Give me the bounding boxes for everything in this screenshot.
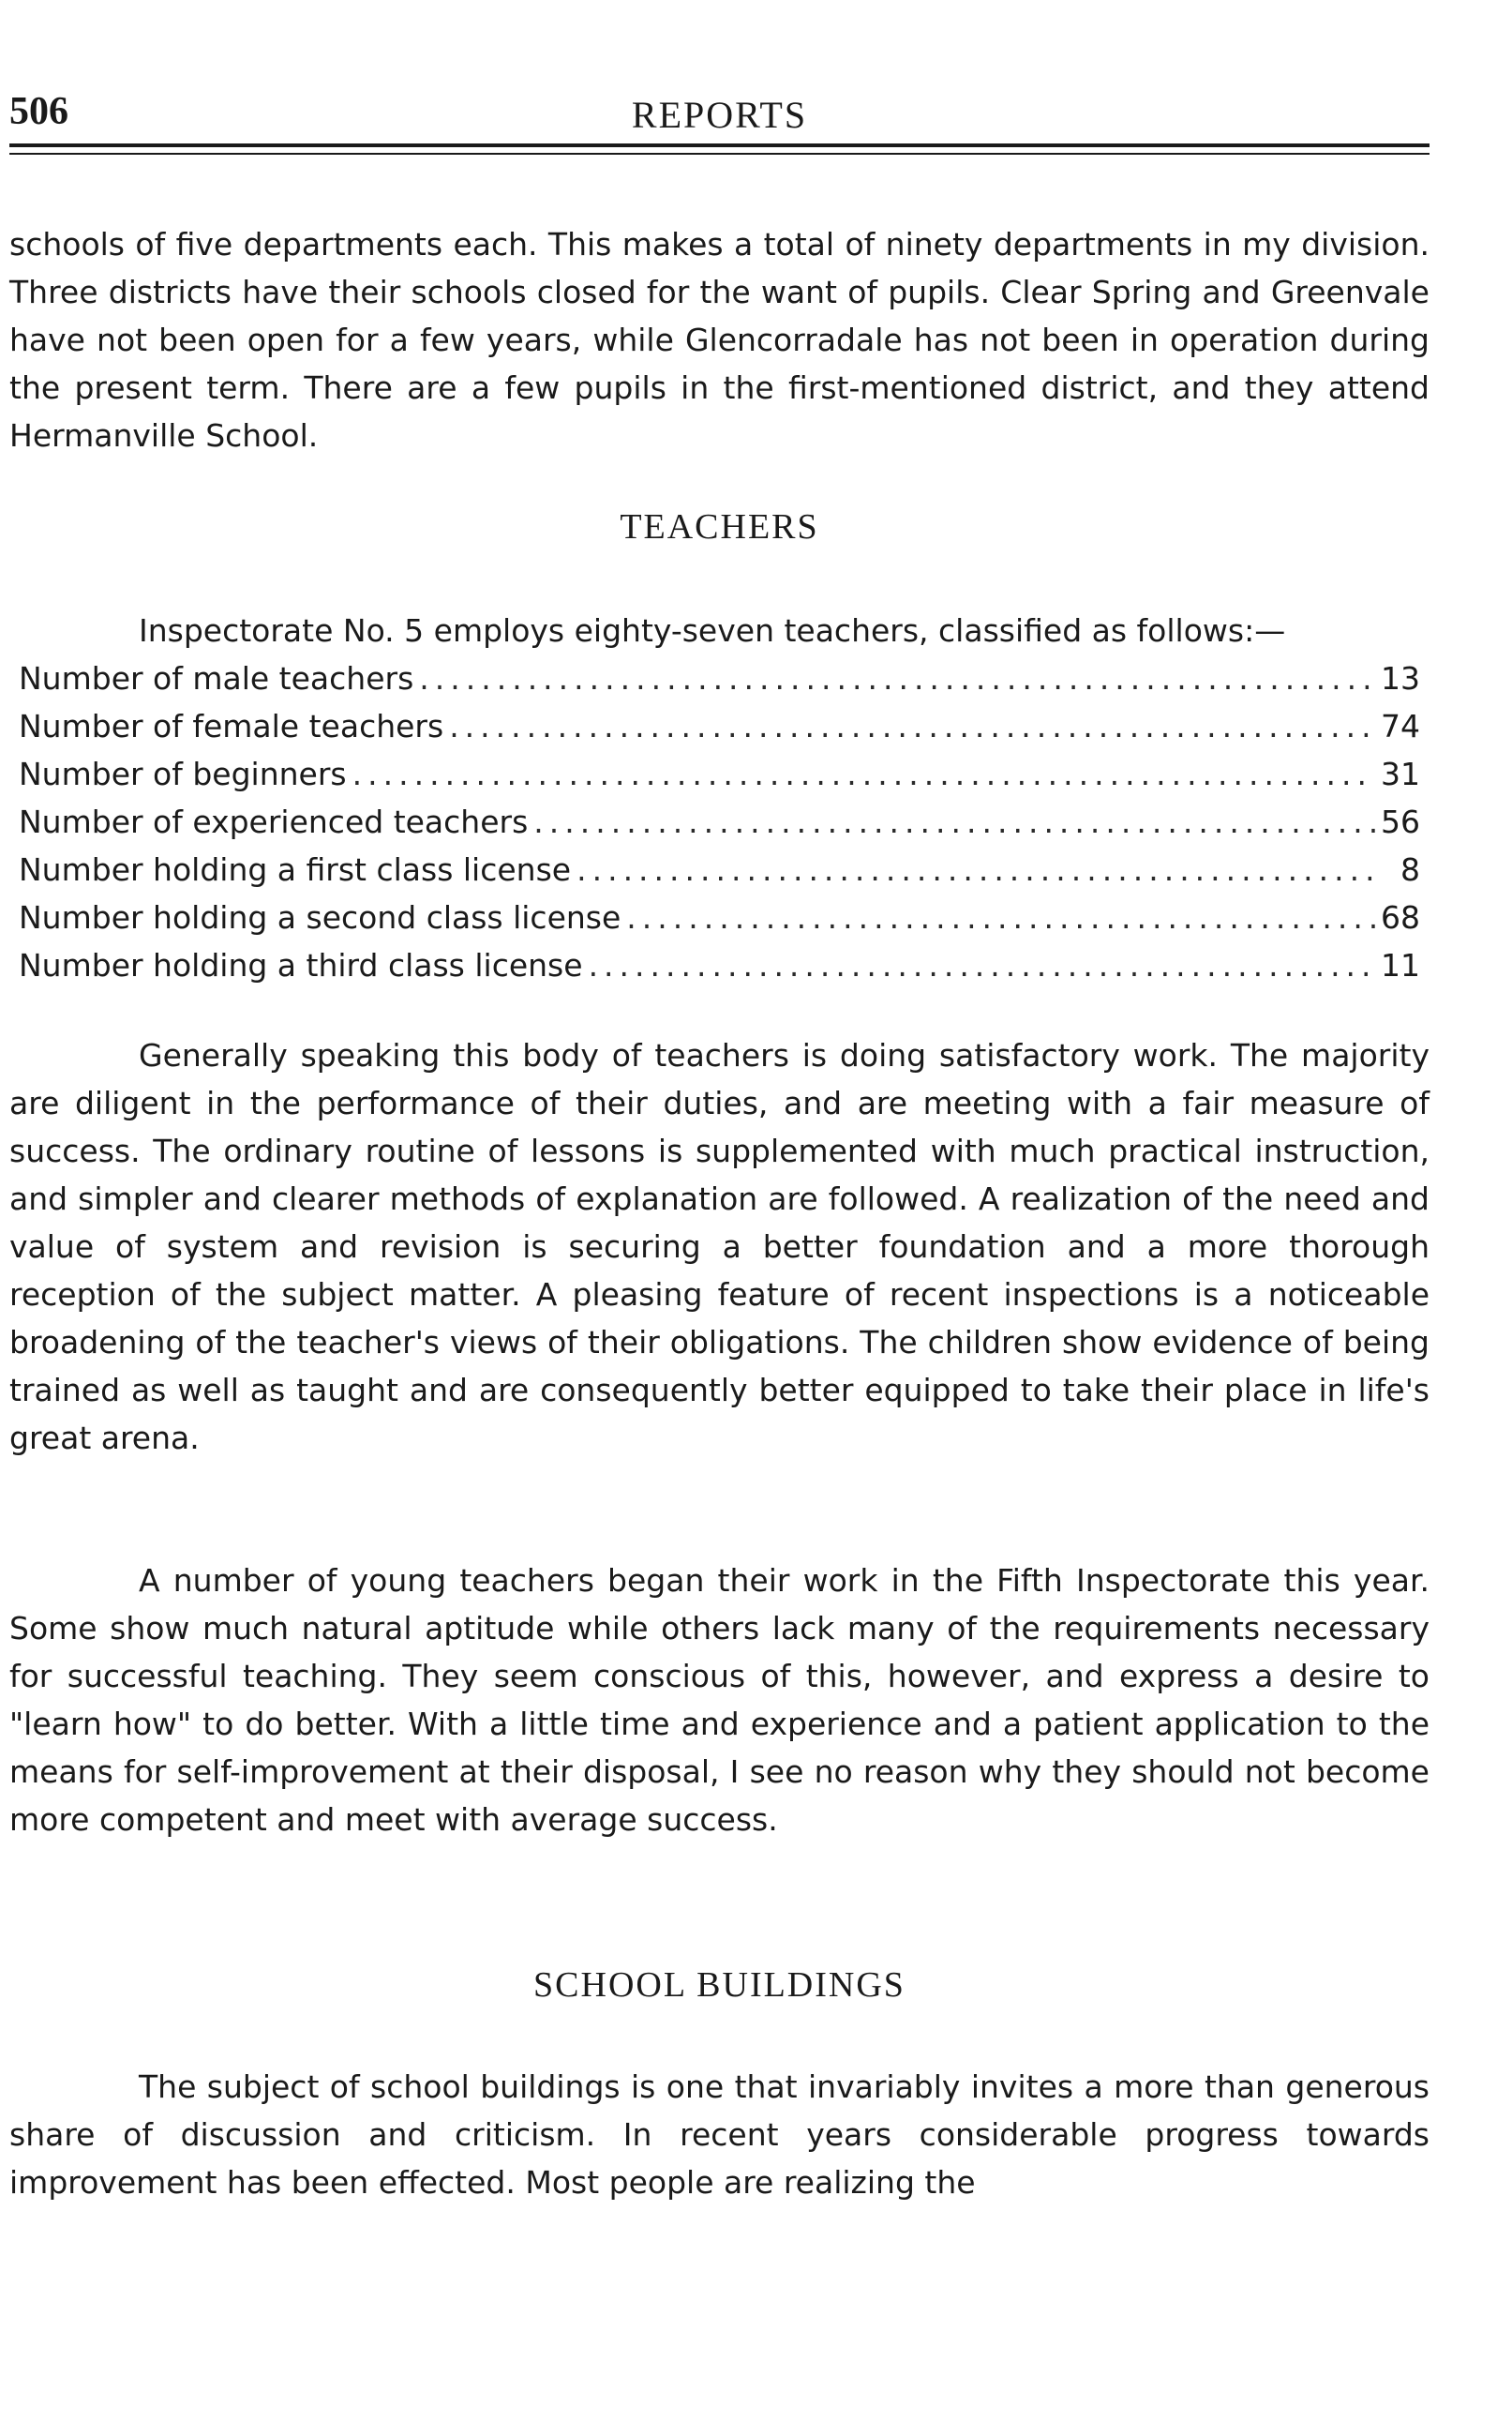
stat-value: 11 bbox=[1381, 947, 1420, 984]
paragraph-young-teachers: A number of young teachers began their work in the Fifth Inspectorate this year. Some show much natural aptitude while others lack many of the requirements necessary for successful teaching. They seem conscious of this, however, and express a desire to "learn how" to do better. With a little time and experience and a patient application to the means for self-improvement at their disposal, I see no reason why they should not become more competent and meet with average success. bbox=[9, 1562, 1430, 1838]
stat-label: Number holding a first class license bbox=[19, 851, 572, 888]
paragraph-departments: schools of five departments each. This makes a total of ninety departments in my division. Three districts have their schools closed for the want of pupils. Clear Spring and Greenvale have not been open for a few years, while Glencorradale has not been in operation during the present term. There are a few pupils in the first-mentioned district, and they attend Hermanville School. bbox=[9, 226, 1430, 454]
stat-row-beginners bbox=[19, 750, 1420, 798]
running-head: REPORTS bbox=[631, 94, 808, 136]
stat-row-female-teachers bbox=[19, 702, 1420, 750]
stat-row-first-class-license bbox=[19, 846, 1420, 894]
stat-label: Number holding a second class license bbox=[19, 899, 621, 936]
leader-dots bbox=[533, 798, 1375, 846]
stat-value: 8 bbox=[1400, 851, 1420, 888]
leader-dots bbox=[626, 894, 1375, 941]
teachers-intro: Inspectorate No. 5 employs eighty-seven teachers, classified as follows:— bbox=[139, 612, 1286, 649]
stat-row-experienced-teachers bbox=[19, 798, 1420, 846]
stat-value: 31 bbox=[1381, 756, 1420, 792]
stat-label: Number of male teachers bbox=[19, 660, 414, 697]
stat-label: Number holding a third class license bbox=[19, 947, 583, 984]
leader-dots bbox=[352, 750, 1375, 798]
paragraph-school-buildings: The subject of school buildings is one that invariably invites a more than generous share of discussion and criticism. In recent years considerable progress towards improvement has been effected. Most people are realizing the bbox=[9, 2068, 1430, 2201]
stat-value: 13 bbox=[1381, 660, 1420, 697]
stat-label: Number of female teachers bbox=[19, 708, 444, 744]
paragraph-teacher-quality: Generally speaking this body of teachers is doing satisfactory work. The majority are diligent in the performance of their duties, and are meeting with a fair measure of success. The ordinary routine of lessons is supplemented with much practical instruction, and simpler and clearer methods of explanation are followed. A realization of the need and value of system and revision is securing a better foundation and a more thorough reception of the subject matter. A pleasing feature of recent inspections is a noticeable broadening of the teacher's views of their obligations. The children show evidence of being trained as well as taught and are consequently better equipped to take their place in life's great arena. bbox=[9, 1037, 1430, 1456]
stat-value: 74 bbox=[1381, 708, 1420, 744]
page-number: 506 bbox=[9, 90, 68, 133]
heading-teachers: TEACHERS bbox=[620, 507, 819, 547]
leader-dots bbox=[589, 941, 1375, 989]
leader-dots bbox=[419, 654, 1375, 702]
heading-school-buildings: SCHOOL BUILDINGS bbox=[533, 1965, 906, 2005]
stat-label: Number of beginners bbox=[19, 756, 347, 792]
stat-row-male-teachers bbox=[19, 654, 1420, 702]
stat-value: 56 bbox=[1381, 804, 1420, 840]
stat-row-third-class-license bbox=[19, 941, 1420, 989]
header-rule-thick bbox=[9, 143, 1430, 147]
stat-row-second-class-license bbox=[19, 894, 1420, 941]
leader-dots bbox=[449, 702, 1375, 750]
leader-dots bbox=[576, 846, 1377, 894]
teacher-stats-list bbox=[19, 654, 1420, 989]
stat-value: 68 bbox=[1381, 899, 1420, 936]
header-rule-thin bbox=[9, 153, 1430, 155]
stat-label: Number of experienced teachers bbox=[19, 804, 529, 840]
